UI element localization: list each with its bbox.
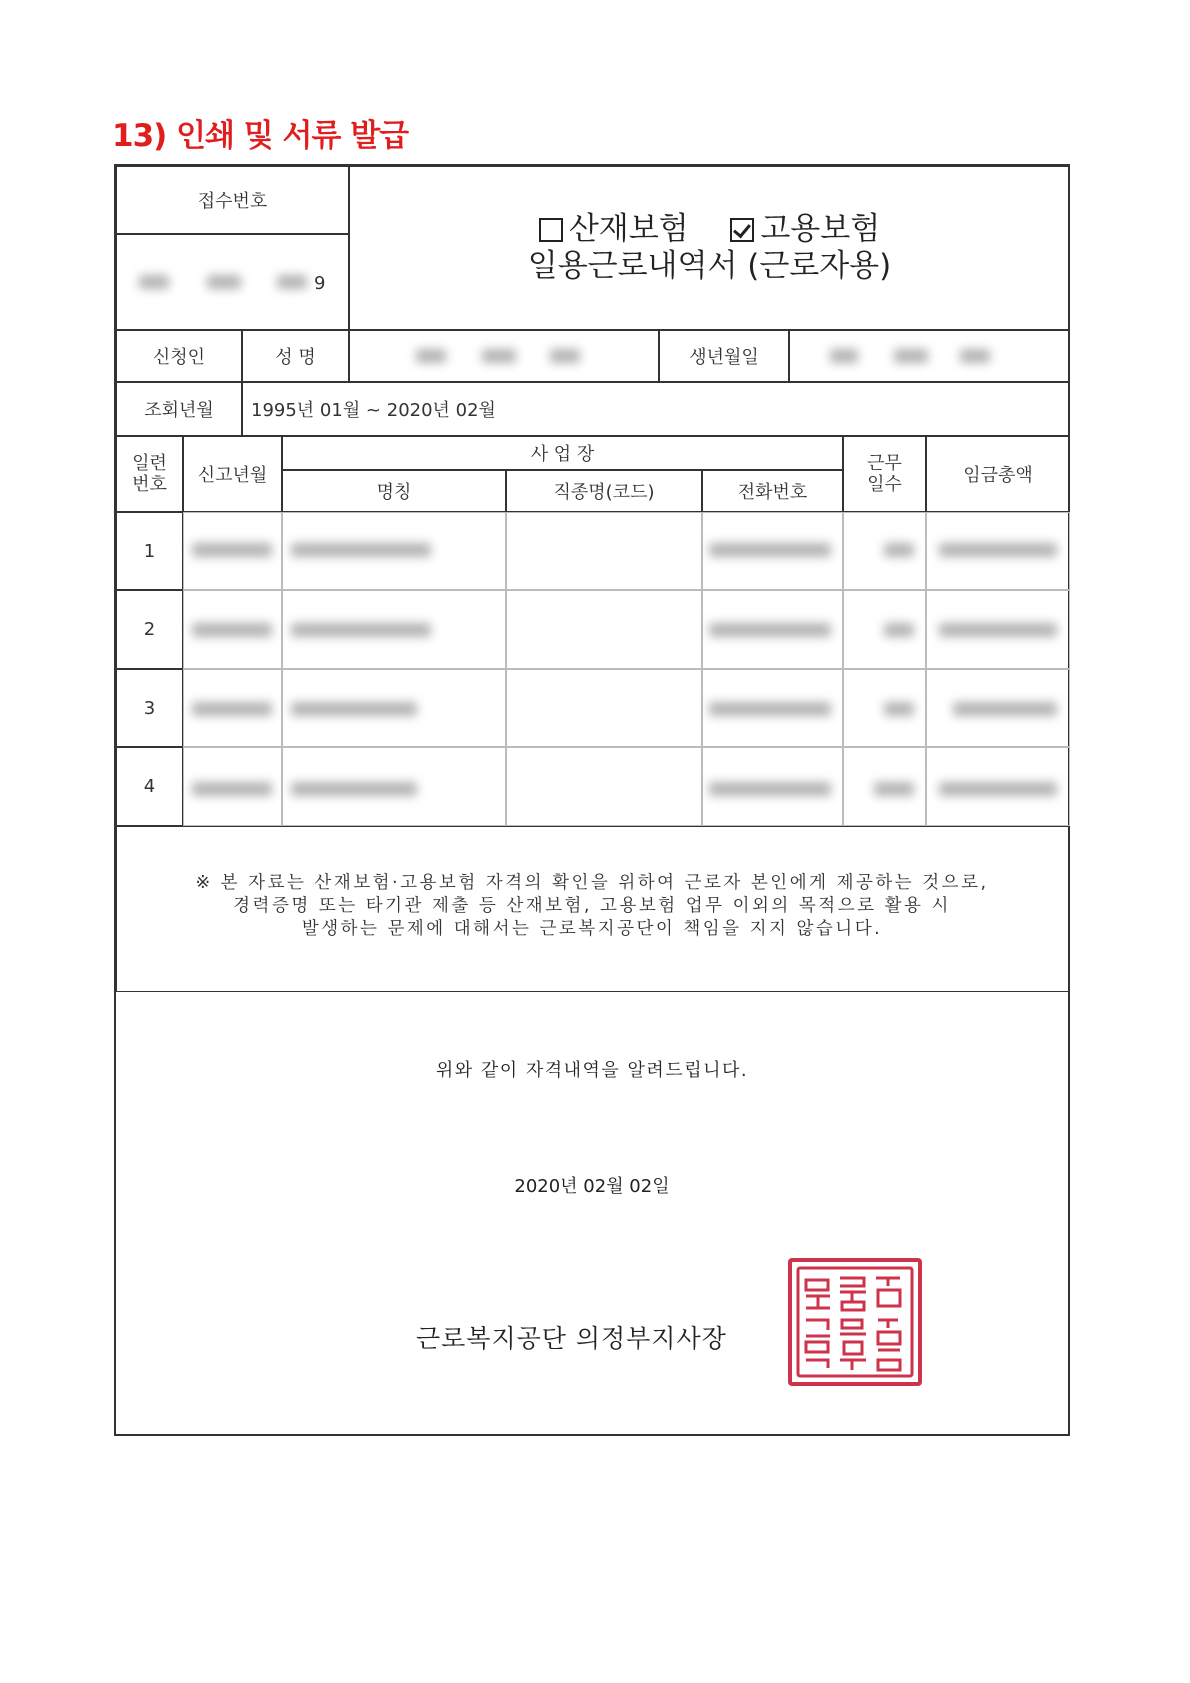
receipt-number-label: 접수번호 bbox=[116, 166, 349, 234]
row-number: 1 bbox=[116, 512, 183, 590]
job-cell bbox=[506, 590, 702, 669]
col-name-header: 명칭 bbox=[282, 470, 506, 512]
col-serial-header: 일련 번호 bbox=[116, 436, 183, 512]
phone-cell bbox=[702, 512, 843, 590]
issuer-name: 근로복지공단 의정부지사장 bbox=[416, 1324, 727, 1353]
col-report-month-header: 신고년월 bbox=[183, 436, 282, 512]
period-value: 1995년 01월 ~ 2020년 02월 bbox=[242, 382, 1070, 436]
days-cell bbox=[843, 669, 926, 747]
days-cell bbox=[843, 512, 926, 590]
phone-cell bbox=[702, 747, 843, 826]
issue-date: 2020년 02월 02일 bbox=[514, 1176, 670, 1197]
document-title: 산재보험 고용보험 일용근로내역서 (근로자용) bbox=[349, 166, 1070, 330]
notice-text: ※ 본 자료는 산재보험·고용보험 자격의 확인을 위하여 근로자 본인에게 제공하는 것으로, 경력증명 또는 타기관 제출 등 산재보험, 고용보험 업무 이외의 목적으로 활용 시 발생하는 문제에 대해서는 근로복지공단이 책임을 지지 않습니다. bbox=[195, 873, 989, 939]
table-row bbox=[116, 747, 1070, 826]
row-number: 2 bbox=[116, 590, 183, 669]
workplace-name-cell bbox=[282, 590, 506, 669]
birth-date-label: 생년월일 bbox=[659, 330, 789, 382]
row-number: 3 bbox=[116, 669, 183, 747]
workplace-name-cell bbox=[282, 669, 506, 747]
daily-work-history-form bbox=[114, 164, 1070, 1436]
receipt-number-value: 9 bbox=[116, 234, 349, 330]
report-month-cell bbox=[183, 512, 282, 590]
seal-mark-icon bbox=[792, 1262, 918, 1382]
job-cell bbox=[506, 669, 702, 747]
days-cell bbox=[843, 747, 926, 826]
col-phone-header: 전화번호 bbox=[702, 470, 843, 512]
report-month-cell bbox=[183, 590, 282, 669]
report-month-cell bbox=[183, 669, 282, 747]
official-seal bbox=[788, 1258, 922, 1386]
birth-date-value bbox=[789, 330, 1070, 382]
job-cell bbox=[506, 747, 702, 826]
col-workplace-header: 사 업 장 bbox=[282, 436, 843, 470]
table-row bbox=[116, 590, 1070, 669]
table-row bbox=[116, 512, 1070, 590]
page-heading: 13) 인쇄 및 서류 발급 bbox=[112, 118, 409, 154]
name-value bbox=[349, 330, 659, 382]
row-number: 4 bbox=[116, 747, 183, 826]
workplace-name-cell bbox=[282, 747, 506, 826]
col-days-header: 근무 일수 bbox=[843, 436, 926, 512]
col-job-header: 직종명(코드) bbox=[506, 470, 702, 512]
wage-cell bbox=[926, 590, 1070, 669]
table-row bbox=[116, 669, 1070, 747]
wage-cell bbox=[926, 747, 1070, 826]
employment-insurance-checkbox bbox=[730, 218, 754, 242]
phone-cell bbox=[702, 590, 843, 669]
applicant-label: 신청인 bbox=[116, 330, 242, 382]
job-cell bbox=[506, 512, 702, 590]
phone-cell bbox=[702, 669, 843, 747]
wage-cell bbox=[926, 669, 1070, 747]
report-month-cell bbox=[183, 747, 282, 826]
wage-cell bbox=[926, 512, 1070, 590]
name-label: 성 명 bbox=[242, 330, 349, 382]
document-title-line2: 일용근로내역서 (근로자용) bbox=[527, 248, 892, 284]
period-label: 조회년월 bbox=[116, 382, 242, 436]
days-cell bbox=[843, 590, 926, 669]
workplace-name-cell bbox=[282, 512, 506, 590]
industrial-insurance-checkbox bbox=[539, 218, 563, 242]
col-wage-header: 임금총액 bbox=[926, 436, 1070, 512]
confirmation-text: 위와 같이 자격내역을 알려드립니다. bbox=[435, 1060, 749, 1081]
